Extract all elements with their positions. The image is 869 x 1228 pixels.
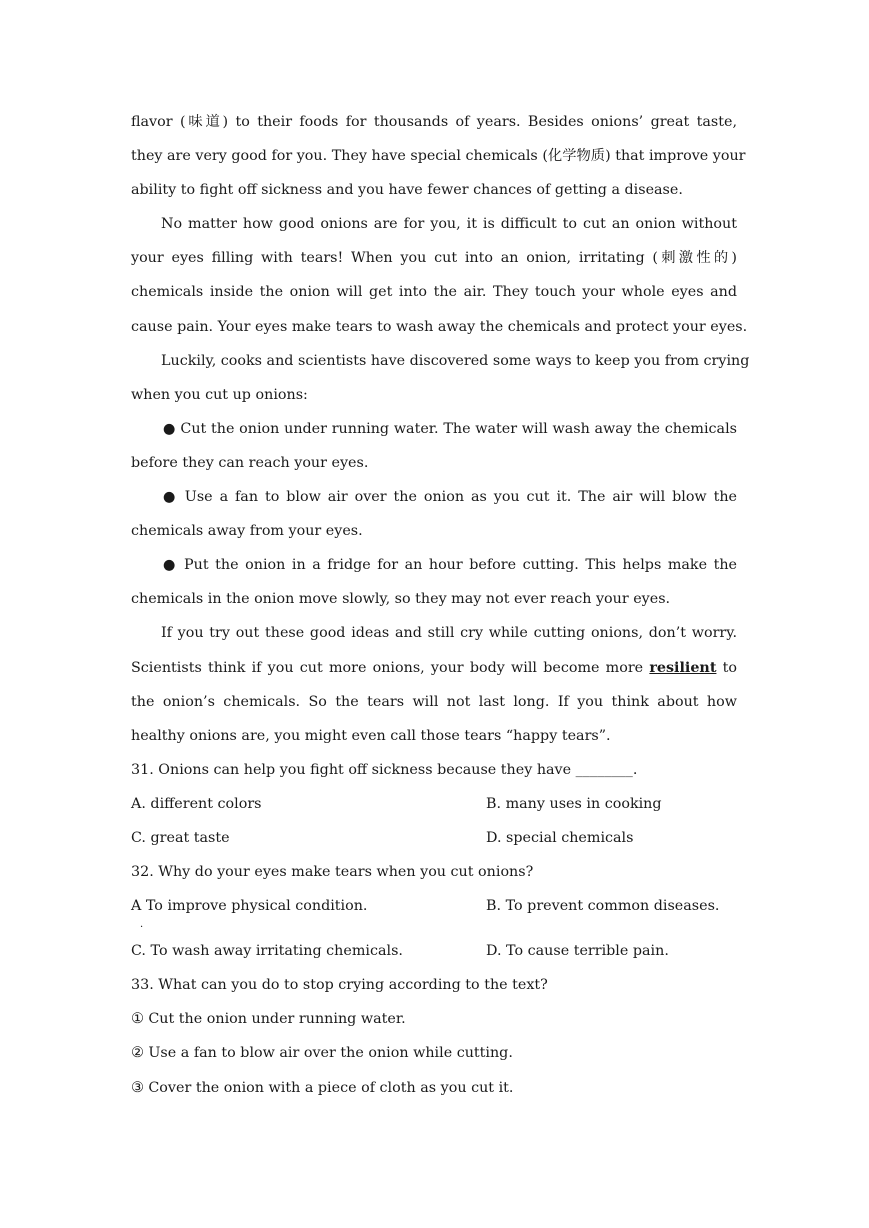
paragraph-4-line-2 xyxy=(131,651,737,685)
bullet-3-line-1 xyxy=(131,548,737,582)
paragraph-2-line-4: cause pain. Your eyes make tears to wash away the chemicals and protect your eyes. xyxy=(131,318,748,335)
option-d: D. special chemicals xyxy=(486,829,634,846)
option-b: B. many uses in cooking xyxy=(486,795,662,812)
option-a-letter: A xyxy=(131,898,142,915)
option-a-dot: · xyxy=(140,922,144,934)
question-33-item-1: ① Cut the onion under running water. xyxy=(131,1011,406,1028)
question-33-item-3: ③ Cover the onion with a piece of cloth as you cut it. xyxy=(131,1079,514,1096)
paragraph-2-line-1: No matter how good onions are for you, it is difficult to cut an onion without xyxy=(161,216,737,233)
paragraph-1-line-1: flavor (味道) to their foods for thousands of years. Besides onions’ great taste, xyxy=(131,114,737,130)
question-31-options-row-1 xyxy=(131,787,737,821)
bullet-1-line-1 xyxy=(131,412,737,446)
underlined-word: resilient xyxy=(649,659,717,676)
question-33-stem: 33. What can you do to stop crying according to the text? xyxy=(131,977,548,994)
question-31-stem: 31. Onions can help you fight off sickness because they have ________. xyxy=(131,761,638,778)
bullet-2-line-2: chemicals away from your eyes. xyxy=(131,523,363,540)
document-page xyxy=(131,105,750,1105)
bullet-text: Put the onion in a fridge for an hour before cutting. This helps make the xyxy=(184,557,737,574)
paragraph-1-line-2: they are very good for you. They have special chemicals (化学物质) that improve your xyxy=(131,148,746,165)
option-a: A. different colors xyxy=(131,795,262,812)
bullet-icon: ● xyxy=(163,557,178,574)
text-span: to xyxy=(722,659,738,676)
bullet-3-line-2: chemicals in the onion move slowly, so they may not ever reach your eyes. xyxy=(131,591,671,608)
paragraph-2-line-3: chemicals inside the onion will get into the air. They touch your whole eyes and xyxy=(131,284,737,301)
bullet-icon: ● xyxy=(163,489,178,506)
option-b: B. To prevent common diseases. xyxy=(486,898,720,915)
option-c: C. great taste xyxy=(131,829,230,846)
question-31-options-row-2 xyxy=(131,821,737,855)
paragraph-3-line-1: Luckily, cooks and scientists have discovered some ways to keep you from crying xyxy=(161,352,750,369)
paragraph-3-line-2: when you cut up onions: xyxy=(131,386,308,403)
bullet-2-line-1 xyxy=(131,480,737,514)
question-32-options-row-2 xyxy=(131,934,737,968)
paragraph-4-line-1: If you try out these good ideas and still cry while cutting onions, don’t worry. xyxy=(161,625,737,642)
question-33-item-2: ② Use a fan to blow air over the onion while cutting. xyxy=(131,1045,513,1062)
bullet-1-line-2: before they can reach your eyes. xyxy=(131,454,369,471)
bullet-text: Use a fan to blow air over the onion as you cut it. The air will blow the xyxy=(184,489,738,506)
option-c: C. To wash away irritating chemicals. xyxy=(131,943,403,960)
paragraph-1-line-3: ability to fight off sickness and you have fewer chances of getting a disease. xyxy=(131,182,683,199)
bullet-text: Cut the onion under running water. The water will wash away the chemicals xyxy=(180,420,737,437)
paragraph-4-line-3: the onion’s chemicals. So the tears will not last long. If you think about how xyxy=(131,693,737,710)
paragraph-2-line-2: your eyes filling with tears! When you cut into an onion, irritating (刺激性的) xyxy=(131,250,737,267)
paragraph-4-line-4: healthy onions are, you might even call those tears “happy tears”. xyxy=(131,727,611,744)
question-32-stem: 32. Why do your eyes make tears when you cut onions? xyxy=(131,864,534,881)
bullet-icon: ● xyxy=(163,420,176,437)
option-d: D. To cause terrible pain. xyxy=(486,943,669,960)
option-a-text: To improve physical condition. xyxy=(145,898,368,915)
question-32-options-row-1 xyxy=(131,889,737,934)
text-span: Scientists think if you cut more onions, your body will become more xyxy=(131,659,644,676)
